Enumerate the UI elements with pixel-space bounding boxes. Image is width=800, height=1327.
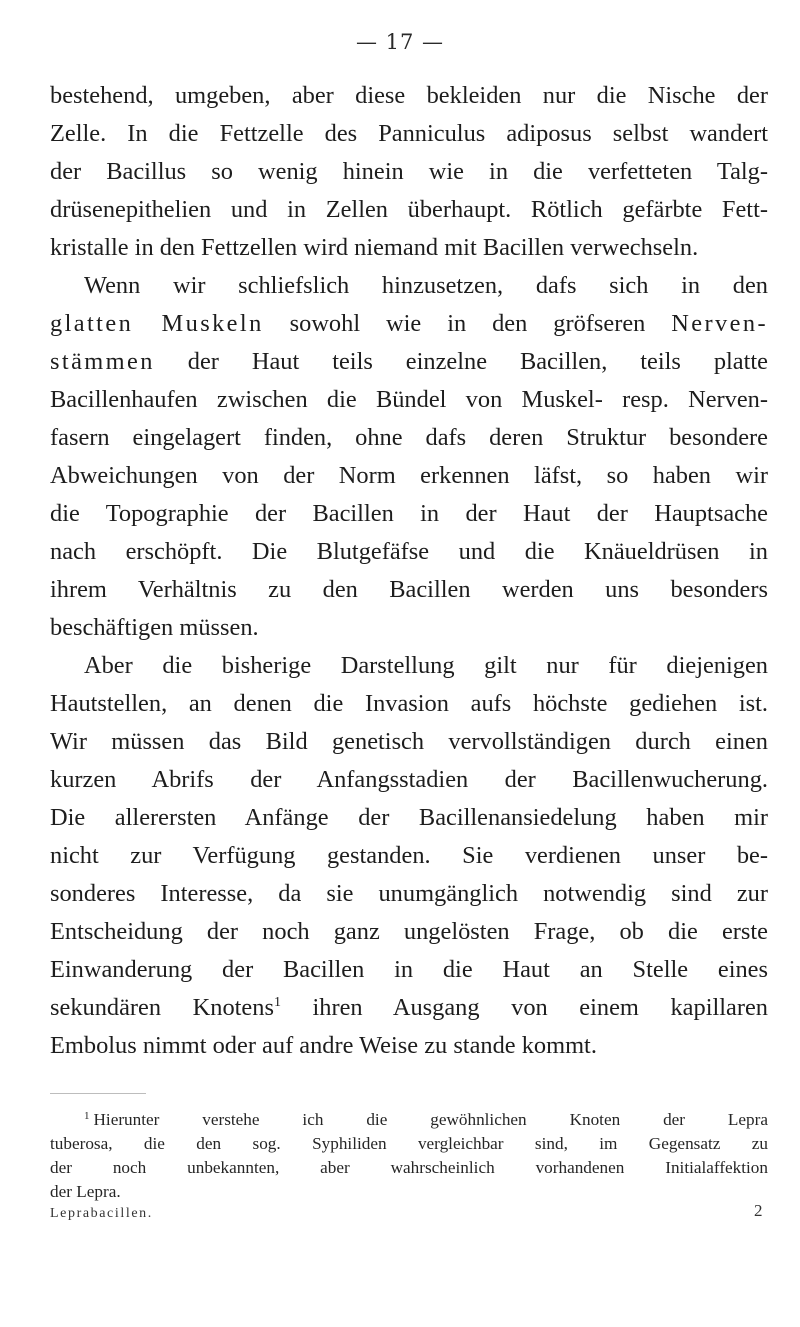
text-line: ihrem Verhältnis zu den Bacillen werden uns besonders	[50, 576, 768, 603]
footnote-line	[50, 1108, 768, 1132]
text-line: Wenn wir schliefslich hinzusetzen, dafs sich in den	[84, 272, 768, 299]
text-segment: ihren Ausgang von einem kapillaren	[280, 994, 768, 1021]
paragraph-1	[50, 77, 768, 267]
footnote-line: der Lepra.	[50, 1182, 121, 1201]
signature-sheet-number: 2	[754, 1201, 763, 1220]
text-line: nach erschöpft. Die Blutgefäfse und die Knäueldrüsen in	[50, 538, 768, 565]
text-line	[50, 989, 768, 1027]
text-segment: Hierunter verstehe ich die gewöhnlichen Knoten der Lepra	[93, 1110, 768, 1129]
signature-title: Leprabacillen.	[50, 1206, 153, 1221]
body-text	[50, 77, 768, 1065]
text-line: Hautstellen, an denen die Invasion aufs höchste gediehen ist.	[50, 690, 768, 717]
footnote-line: der noch unbekannten, aber wahrscheinlich vorhandenen Initialaffektion	[50, 1158, 768, 1177]
text-line: Entscheidung der noch ganz ungelösten Frage, ob die erste	[50, 918, 768, 945]
spaced-emphasis: glatten Muskeln	[50, 310, 264, 337]
text-line: Einwanderung der Bacillen in die Haut an Stelle eines	[50, 956, 768, 983]
text-line: Bacillenhaufen zwischen die Bündel von Muskel- resp. Nerven-	[50, 386, 768, 413]
footnote-divider	[50, 1093, 146, 1094]
text-line: fasern eingelagert finden, ohne dafs deren Struktur besondere	[50, 424, 768, 451]
text-line: Die allerersten Anfänge der Bacillenansiedelung haben mir	[50, 804, 768, 831]
spaced-emphasis: Nerven-	[671, 310, 768, 337]
text-line: Zelle. In die Fettzelle des Panniculus adiposus selbst wandert	[50, 120, 768, 147]
text-line: sonderes Interesse, da sie unumgänglich notwendig sind zur	[50, 880, 768, 907]
text-line: kristalle in den Fettzellen wird niemand mit Bacillen verwechseln.	[50, 234, 699, 261]
footnote-reference: 1	[273, 995, 281, 1010]
text-line: der Bacillus so wenig hinein wie in die verfetteten Talg-	[50, 158, 768, 185]
text-segment: sekundären Knotens	[50, 994, 274, 1021]
text-line	[50, 343, 768, 381]
text-segment: der Haut teils einzelne Bacillen, teils platte	[154, 348, 768, 375]
page-number: — 17 —	[355, 30, 445, 54]
text-line	[50, 305, 768, 343]
footnote-marker: 1	[84, 1110, 90, 1122]
text-line: bestehend, umgeben, aber diese bekleiden nur die Nische der	[50, 82, 768, 109]
text-line: Aber die bisherige Darstellung gilt nur für diejenigen	[84, 652, 768, 679]
footnote	[50, 1108, 768, 1204]
text-segment: sowohl wie in den gröfseren	[263, 310, 672, 337]
text-line: Abweichungen von der Norm erkennen läfst, so haben wir	[50, 462, 768, 489]
footnote-line: tuberosa, die den sog. Syphiliden vergleichbar sind, im Gegensatz zu	[50, 1134, 768, 1153]
text-line: die Topographie der Bacillen in der Haut der Hauptsache	[50, 500, 768, 527]
text-line: Embolus nimmt oder auf andre Weise zu stande kommt.	[50, 1032, 597, 1059]
text-line: kurzen Abrifs der Anfangsstadien der Bacillenwucherung.	[50, 766, 768, 793]
text-line: beschäftigen müssen.	[50, 614, 259, 641]
text-line: nicht zur Verfügung gestanden. Sie verdienen unser be-	[50, 842, 768, 869]
spaced-emphasis: stämmen	[50, 348, 155, 375]
text-line: Wir müssen das Bild genetisch vervollständigen durch einen	[50, 728, 768, 755]
paragraph-3	[50, 647, 768, 1065]
paragraph-2	[50, 267, 768, 647]
text-line: drüsenepithelien und in Zellen überhaupt. Rötlich gefärbte Fett-	[50, 196, 768, 223]
